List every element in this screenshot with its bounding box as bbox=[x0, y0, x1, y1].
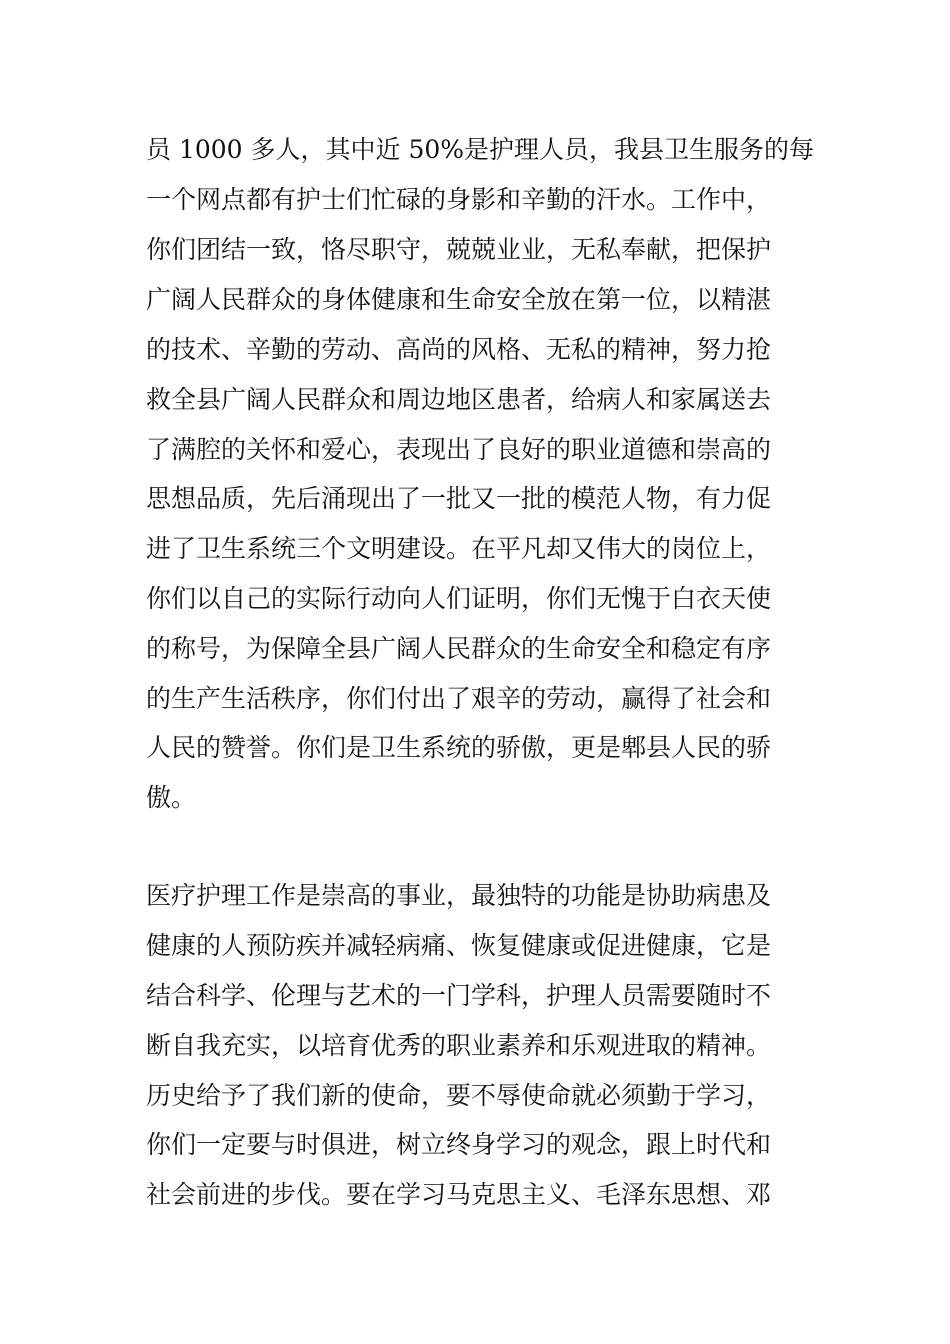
text-line: 医疗护理工作是崇高的事业，最独特的功能是协助病患及 bbox=[146, 881, 772, 910]
text-line: 结合科学、伦理与艺术的一门学科，护理人员需要随时不 bbox=[146, 981, 772, 1010]
text-line: 的生产生活秩序，你们付出了艰辛的劳动，赢得了社会和 bbox=[146, 684, 772, 713]
text-line: 广阔人民群众的身体健康和生命安全放在第一位，以精湛 bbox=[146, 285, 772, 314]
text-line: 了满腔的关怀和爱心，表现出了良好的职业道德和崇高的 bbox=[146, 435, 772, 464]
text-line: 一个网点都有护士们忙碌的身影和辛勤的汗水。工作中， bbox=[146, 185, 772, 214]
text-line: 你们以自己的实际行动向人们证明，你们无愧于白衣天使 bbox=[146, 584, 772, 613]
text-line: 救全县广阔人民群众和周边地区患者，给病人和家属送去 bbox=[146, 385, 772, 414]
text-line: 傲。 bbox=[146, 783, 197, 812]
text-line: 的称号，为保障全县广阔人民群众的生命安全和稳定有序 bbox=[146, 634, 772, 663]
text-line: 思想品质，先后涌现出了一批又一批的模范人物，有力促 bbox=[146, 484, 772, 513]
text-line: 健康的人预防疾并减轻病痛、恢复健康或促进健康，它是 bbox=[146, 931, 772, 960]
text-line: 社会前进的步伐。要在学习马克思主义、毛泽东思想、邓 bbox=[146, 1180, 772, 1209]
text-line: 你们一定要与时俱进，树立终身学习的观念，跟上时代和 bbox=[146, 1130, 772, 1159]
text-line: 进了卫生系统三个文明建设。在平凡却又伟大的岗位上， bbox=[146, 534, 772, 563]
text-line: 的技术、辛勤的劳动、高尚的风格、无私的精神，努力抢 bbox=[146, 335, 772, 364]
text-line: 历史给予了我们新的使命，要不辱使命就必须勤于学习， bbox=[146, 1081, 772, 1110]
text-line: 断自我充实，以培育优秀的职业素养和乐观进取的精神。 bbox=[146, 1031, 772, 1060]
text-line: 人民的赞誉。你们是卫生系统的骄傲，更是郫县人民的骄 bbox=[146, 733, 772, 762]
text-line: 你们团结一致，恪尽职守，兢兢业业，无私奉献，把保护 bbox=[146, 235, 772, 264]
text-line: 员 1000 多人，其中近 50%是护理人员，我县卫生服务的每 bbox=[146, 135, 815, 164]
